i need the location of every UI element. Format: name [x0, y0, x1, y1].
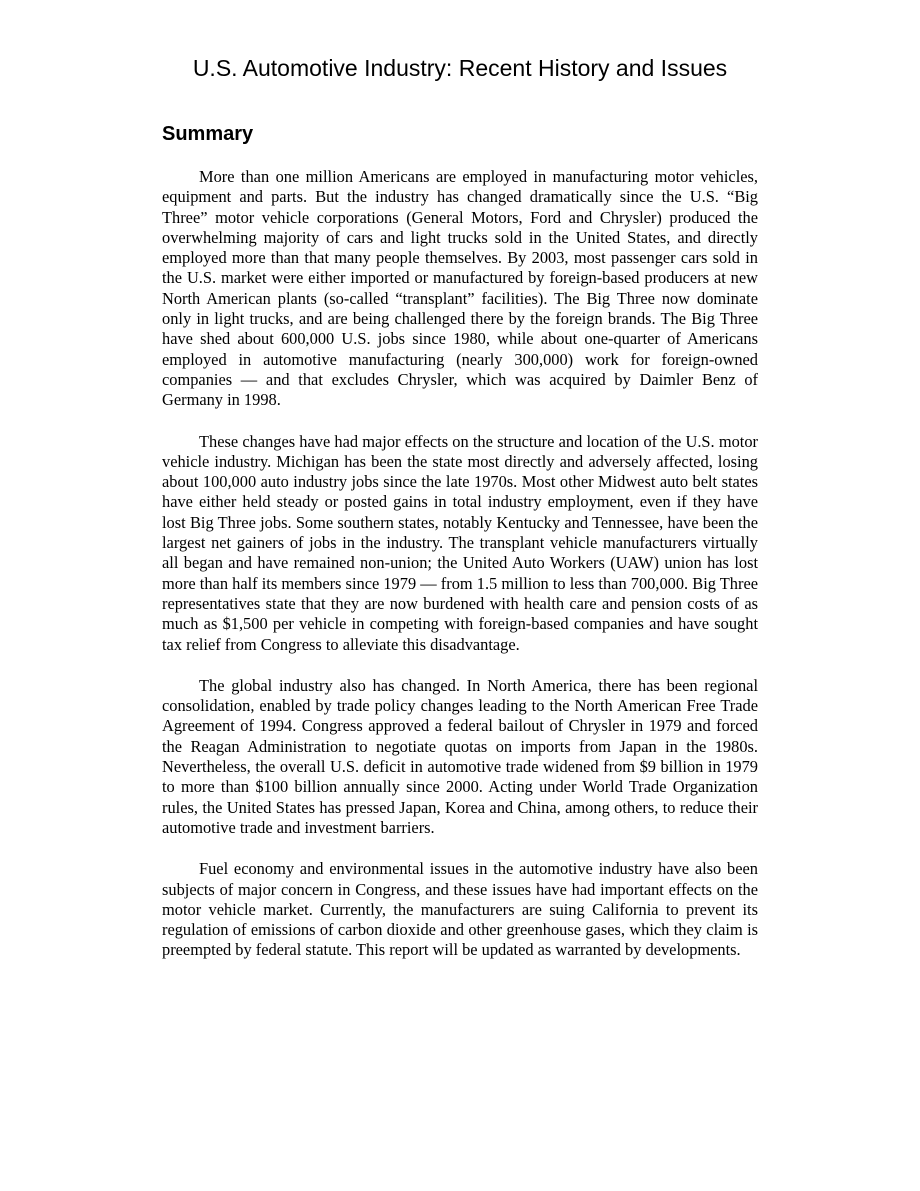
summary-body	[162, 167, 758, 982]
section-heading-summary: Summary	[162, 123, 254, 145]
summary-paragraph-1: More than one million Americans are employed in manufacturing motor vehicles, equipment and parts. But the industry has changed dramatically since the U.S. “Big Three” motor vehicle corporations (General Motors, Ford and Chrysler) produced the overwhelming majority of cars and light trucks sold in the United States, and directly employed more than that many people themselves. By 2003, most passenger cars sold in the U.S. market were either imported or manufactured by foreign-based producers at new North American plants (so-called “transplant” facilities). The Big Three now dominate only in light trucks, and are being challenged there by the foreign brands. The Big Three have shed about 600,000 U.S. jobs since 1980, while about one-quarter of Americans employed in automotive manufacturing (nearly 300,000) work for foreign-owned companies — and that excludes Chrysler, which was acquired by Daimler Benz of Germany in 1998.	[162, 167, 758, 410]
summary-paragraph-3: The global industry also has changed. In North America, there has been regional consolidation, enabled by trade policy changes leading to the North American Free Trade Agreement of 1994. Congress approved a federal bailout of Chrysler in 1979 and forced the Reagan Administration to negotiate quotas on imports from Japan in the 1980s. Nevertheless, the overall U.S. deficit in automotive trade widened from $9 billion in 1979 to more than $100 billion annually since 2000. Acting under World Trade Organization rules, the United States has pressed Japan, Korea and China, among others, to reduce their automotive trade and investment barriers.	[162, 675, 758, 837]
document-title: U.S. Automotive Industry: Recent History and Issues	[192, 55, 728, 81]
summary-paragraph-4: Fuel economy and environmental issues in the automotive industry have also been subjects of major concern in Congress, and these issues have had important effects on the motor vehicle market. Currently, the manufacturers are suing California to prevent its regulation of emissions of carbon dioxide and other greenhouse gases, which they claim is preempted by federal statute. This report will be updated as warranted by developments.	[162, 859, 758, 960]
summary-paragraph-2: These changes have had major effects on the structure and location of the U.S. motor vehicle industry. Michigan has been the state most directly and adversely affected, losing about 100,000 auto industry jobs since the late 1970s. Most other Midwest auto belt states have either held steady or posted gains in total industry employment, even if they have lost Big Three jobs. Some southern states, notably Kentucky and Tennessee, have been the largest net gainers of jobs in the industry. The transplant vehicle manufacturers virtually all began and have remained non-union; the United Auto Workers (UAW) union has lost more than half its members since 1979 — from 1.5 million to less than 700,000. Big Three representatives state that they are now burdened with health care and pension costs of as much as $1,500 per vehicle in competing with foreign-based companies and have sought tax relief from Congress to alleviate this disadvantage.	[162, 431, 758, 654]
